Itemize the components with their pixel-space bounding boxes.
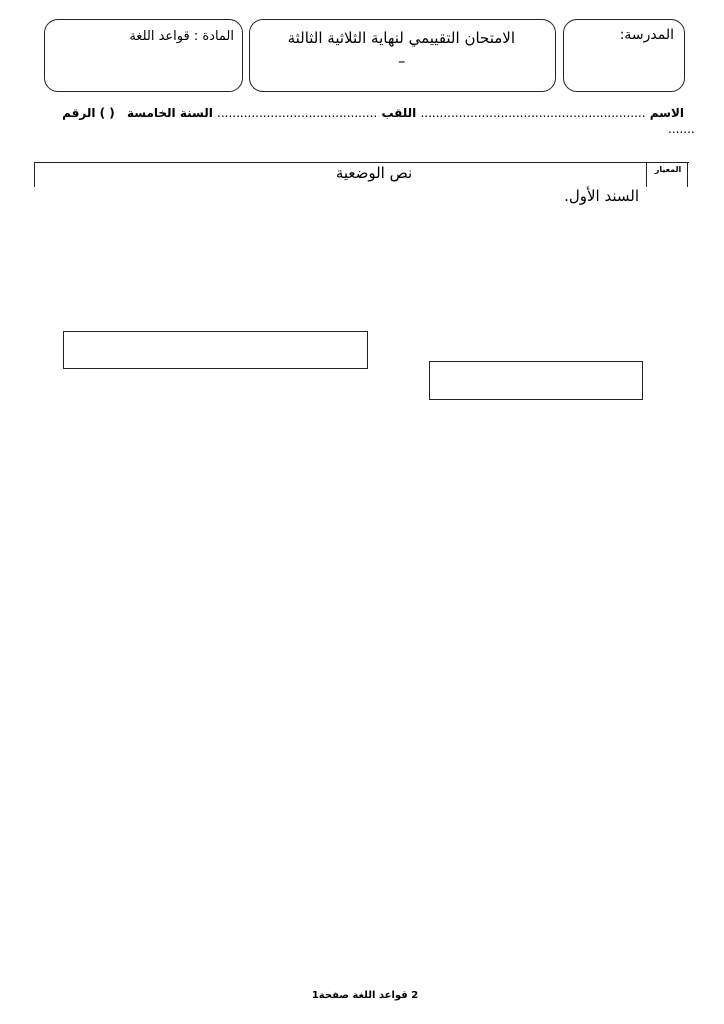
right-border bbox=[687, 163, 688, 187]
subject-box bbox=[44, 19, 243, 92]
left-border bbox=[34, 163, 35, 187]
answer-box-left bbox=[63, 331, 368, 369]
first-support-label: السند الأول. bbox=[564, 187, 639, 205]
subject-label: المادة : قواعد اللغة bbox=[129, 29, 234, 44]
answer-box-right bbox=[429, 361, 643, 400]
exam-title-box bbox=[249, 19, 556, 92]
surname-dots: .......................................... bbox=[217, 106, 378, 120]
section-header-row bbox=[34, 162, 689, 186]
school-label: المدرسة: bbox=[619, 27, 674, 43]
criterion-divider bbox=[646, 163, 647, 187]
name-dots: ........................................................... bbox=[420, 106, 646, 120]
surname-label: اللقب bbox=[381, 106, 417, 120]
number-label: ( ) الرقم bbox=[62, 106, 115, 120]
student-info-line bbox=[62, 106, 684, 120]
page-footer: 2 قواعد اللغة صفحة1 bbox=[311, 990, 419, 1001]
name-label: الاسم bbox=[649, 106, 684, 120]
exam-title: الامتحان التقييمي لنهاية الثلاثية الثالثة bbox=[287, 29, 515, 47]
class-label: السنة الخامسة bbox=[126, 106, 213, 120]
school-box bbox=[563, 19, 685, 92]
section-title: نص الوضعية bbox=[335, 164, 413, 182]
exam-title-dash: – bbox=[398, 52, 406, 70]
criterion-label: المعيار bbox=[654, 165, 682, 174]
continuation-dots: ....... bbox=[668, 122, 695, 136]
